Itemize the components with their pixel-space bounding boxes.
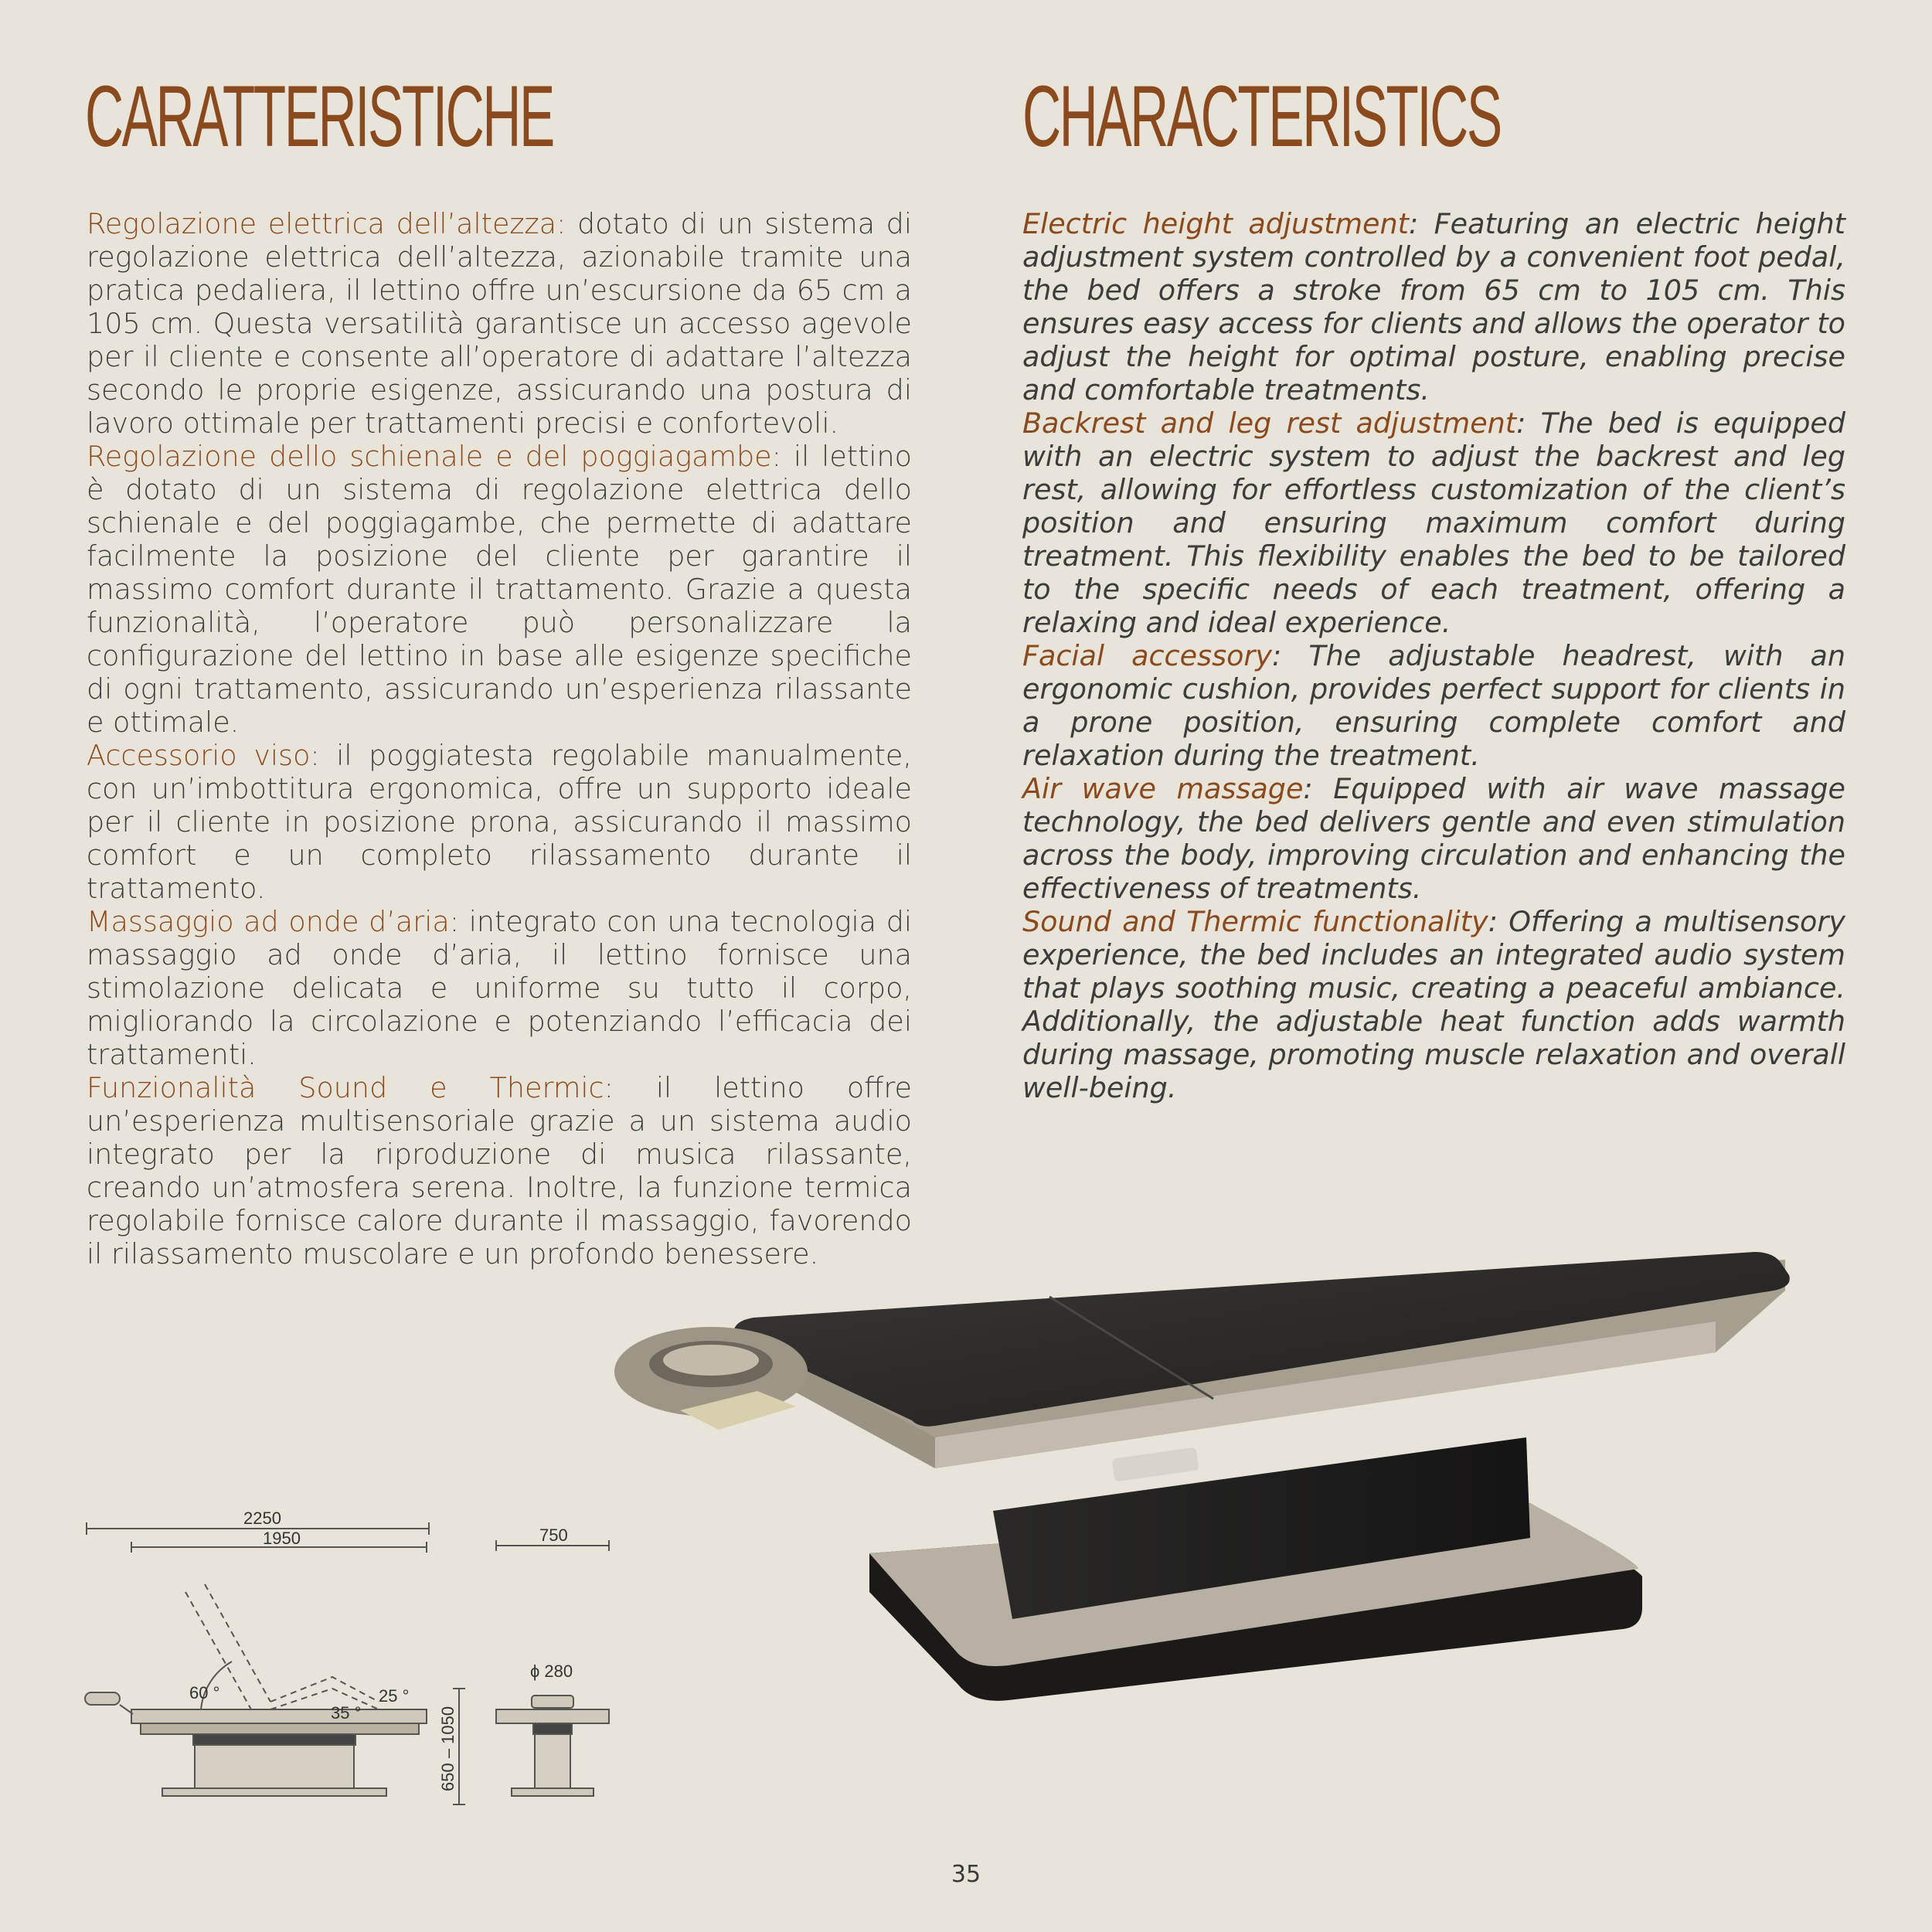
it-heading: Accessorio viso [87, 739, 311, 772]
en-section-airwave [1022, 772, 1845, 905]
bed-top-end [496, 1709, 609, 1723]
en-heading: Electric height adjustment [1022, 207, 1409, 240]
title-english: CHARACTERISTICS [1022, 68, 1501, 165]
it-section-airwave [87, 905, 912, 1071]
it-heading: Regolazione dello schienale e del poggiagambe [87, 440, 772, 473]
angle-60: 60 ° [189, 1683, 220, 1702]
it-section-backrest [87, 440, 912, 739]
en-section-backrest [1022, 406, 1845, 639]
face-rest-side [85, 1692, 120, 1705]
title-italian: CARATTERISTICHE [85, 68, 553, 165]
en-section-height [1022, 207, 1845, 406]
it-text: : il lettino offre un’esperienza multisensoriale grazie a un sistema audio integrato per la riproduzione di musica rilassante, creando un’atmosfera serena. Inoltre, la funzione termica regolabile fornisce calore durante il massaggio, favorendo il rilassamento muscolare e un profondo benessere. [87, 1071, 912, 1270]
it-text: dotato di un sistema di regolazione elettrica dell’altezza, azionabile tramite una pratica pedaliera, il lettino offre un’escursione da 65 cm a 105 cm. Questa versatilità garantisce un accesso agevole per il cliente e consente all’operatore di adattare l’altezza secondo le proprie esigenze, assicurando una postura di lavoro ottimale per trattamenti precisi e confortevoli. [87, 207, 912, 440]
angle-25: 25 ° [379, 1686, 410, 1706]
en-heading: Backrest and leg rest adjustment [1022, 406, 1517, 440]
massage-bed-image [603, 1206, 1808, 1762]
en-text: : The adjustable headrest, with an ergonomic cushion, provides perfect support for clients in a prone position, ensuring complete comfort and relaxation during the treatment. [1022, 639, 1845, 772]
en-text: : Equipped with air wave massage technology, the bed delivers gentle and even stimulation across the body, improving circulation and enhancing the effectiveness of treatments. [1022, 772, 1846, 905]
en-heading: Air wave massage [1022, 772, 1304, 805]
dim-height-range: 650 – 1050 [438, 1706, 457, 1791]
it-section-height [87, 207, 912, 440]
page-number: 35 [951, 1861, 981, 1888]
en-text: : Offering a multisensory experience, the bed includes an integrated audio system that plays soothing music, creating a peaceful ambiance. Additionally, the adjustable heat function adds warmth during massage, promoting muscle relaxation and overall well-being. [1022, 905, 1845, 1104]
control-panel [1111, 1447, 1199, 1481]
it-text: : integrato con una tecnologia di massaggio ad onde d’aria, il lettino fornisce una stimolazione delicata e uniforme su tutto il corpo, migliorando la circolazione e potenziando l’efficacia dei trattamenti. [87, 905, 912, 1071]
dim-width: 750 [539, 1526, 568, 1545]
dim-total-length: 2250 [243, 1509, 281, 1528]
en-heading: Facial accessory [1022, 639, 1273, 672]
en-section-sound [1022, 905, 1845, 1104]
it-heading: Regolazione elettrica dell’altezza: [87, 207, 566, 240]
english-column [1022, 207, 1845, 1104]
en-text: : Featuring an electric height adjustment system controlled by a convenient foot pedal, the bed offers a stroke from 65 cm to 105 cm. This ensures easy access for clients and allows the operator to adjust the height for optimal posture, enabling precise and comfortable treatments. [1022, 207, 1845, 406]
it-section-face [87, 739, 912, 905]
angle-35: 35 ° [331, 1703, 362, 1723]
dim-bed-length: 1950 [263, 1529, 301, 1548]
dim-diameter: ϕ 280 [530, 1662, 573, 1681]
it-text: : il poggiatesta regolabile manualmente, con un’imbottitura ergonomica, offre un supporto ideale per il cliente in posizione prona, assicurando il massimo comfort e un completo rilassamento durante il trattamento. [87, 739, 912, 905]
en-text: : The bed is equipped with an electric system to adjust the backrest and leg rest, allowing for effortless customization of the client’s position and ensuring maximum comfort during treatment. This flexibility enables the bed to be tailored to the specific needs of each treatment, offering a relaxing and ideal experience. [1022, 406, 1845, 639]
bed-top-side [131, 1709, 427, 1723]
italian-column [87, 207, 912, 1270]
en-section-face [1022, 639, 1845, 772]
en-heading: Sound and Thermic functionality [1022, 905, 1488, 938]
it-heading: Funzionalità Sound e Thermic [87, 1071, 604, 1104]
it-heading: Massaggio ad onde d’aria [87, 905, 450, 938]
it-text: : il lettino è dotato di un sistema di regolazione elettrica dello schienale e del poggiagambe, che permette di adattare facilmente la posizione del cliente per garantire il massimo comfort durante il trattamento. Grazie a questa funzionalità, l’operatore può personalizzare la configurazione del lettino in base alle esigenze specifiche di ogni trattamento, assicurando un’esperienza rilassante e ottimale. [87, 440, 913, 739]
